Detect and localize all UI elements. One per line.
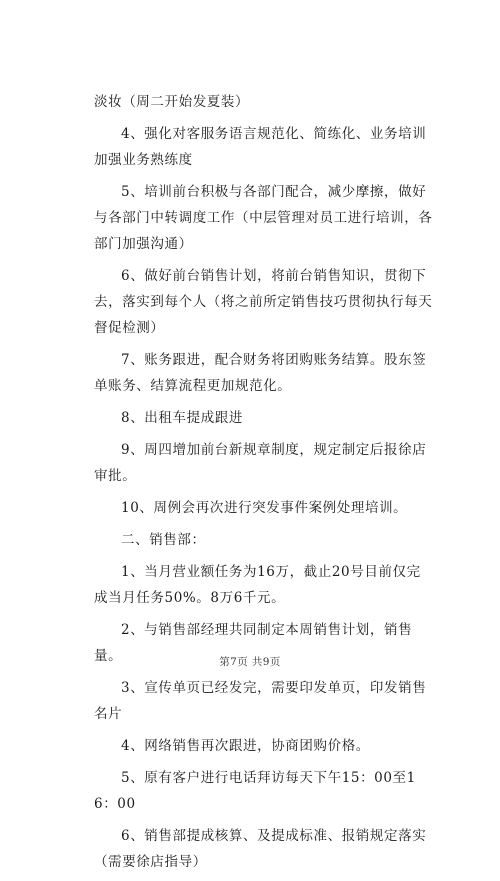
paragraph: 3、宣传单页已经发完，需要印发单页，印发销售名片: [94, 680, 427, 722]
page-footer: 第7页 共9页: [219, 656, 281, 668]
paragraph: 淡妆（周二开始发夏装）: [94, 94, 250, 110]
paragraph: 10、周例会再次进行突发事件案例处理培训。: [121, 500, 408, 516]
paragraph: 6、做好前台销售计划，将前台销售知识，贯彻下去，落实到每个人（将之前所定销售技巧贯彻执行每天督促检测）: [94, 268, 433, 336]
paragraph: 1、当月营业额任务为16万，截止20号目前仅完成当月任务50%。8万6千元。: [94, 564, 421, 606]
paragraph: 5、培训前台积极与各部门配合，减少摩擦，做好与各部门中转调度工作（中层管理对员工进行培训，各部门加强沟通）: [94, 184, 433, 252]
paragraph: 4、网络销售再次跟进，协商团购价格。: [121, 738, 370, 754]
paragraph: 4、强化对客服务语言规范化、简练化、业务培训加强业务熟练度: [94, 126, 427, 168]
paragraph: 8、出租车提成跟进: [121, 410, 243, 426]
paragraph: 6、销售部提成核算、及提成标准、报销规定落实（需要徐店指导）: [94, 828, 427, 870]
paragraph: 7、账务跟进，配合财务将团购账务结算。股东签单账务、结算流程更加规范化。: [94, 352, 427, 394]
document-body: [94, 89, 434, 881]
paragraph: 9、周四增加前台新规章制度，规定制定后报徐店审批。: [94, 442, 427, 484]
paragraph: 5、原有客户进行电话拜访每天下午15：00至16：00: [94, 770, 416, 812]
section-heading: 二、销售部：: [121, 532, 206, 548]
paragraph: 2、与销售部经理共同制定本周销售计划，销售量。: [94, 622, 413, 664]
